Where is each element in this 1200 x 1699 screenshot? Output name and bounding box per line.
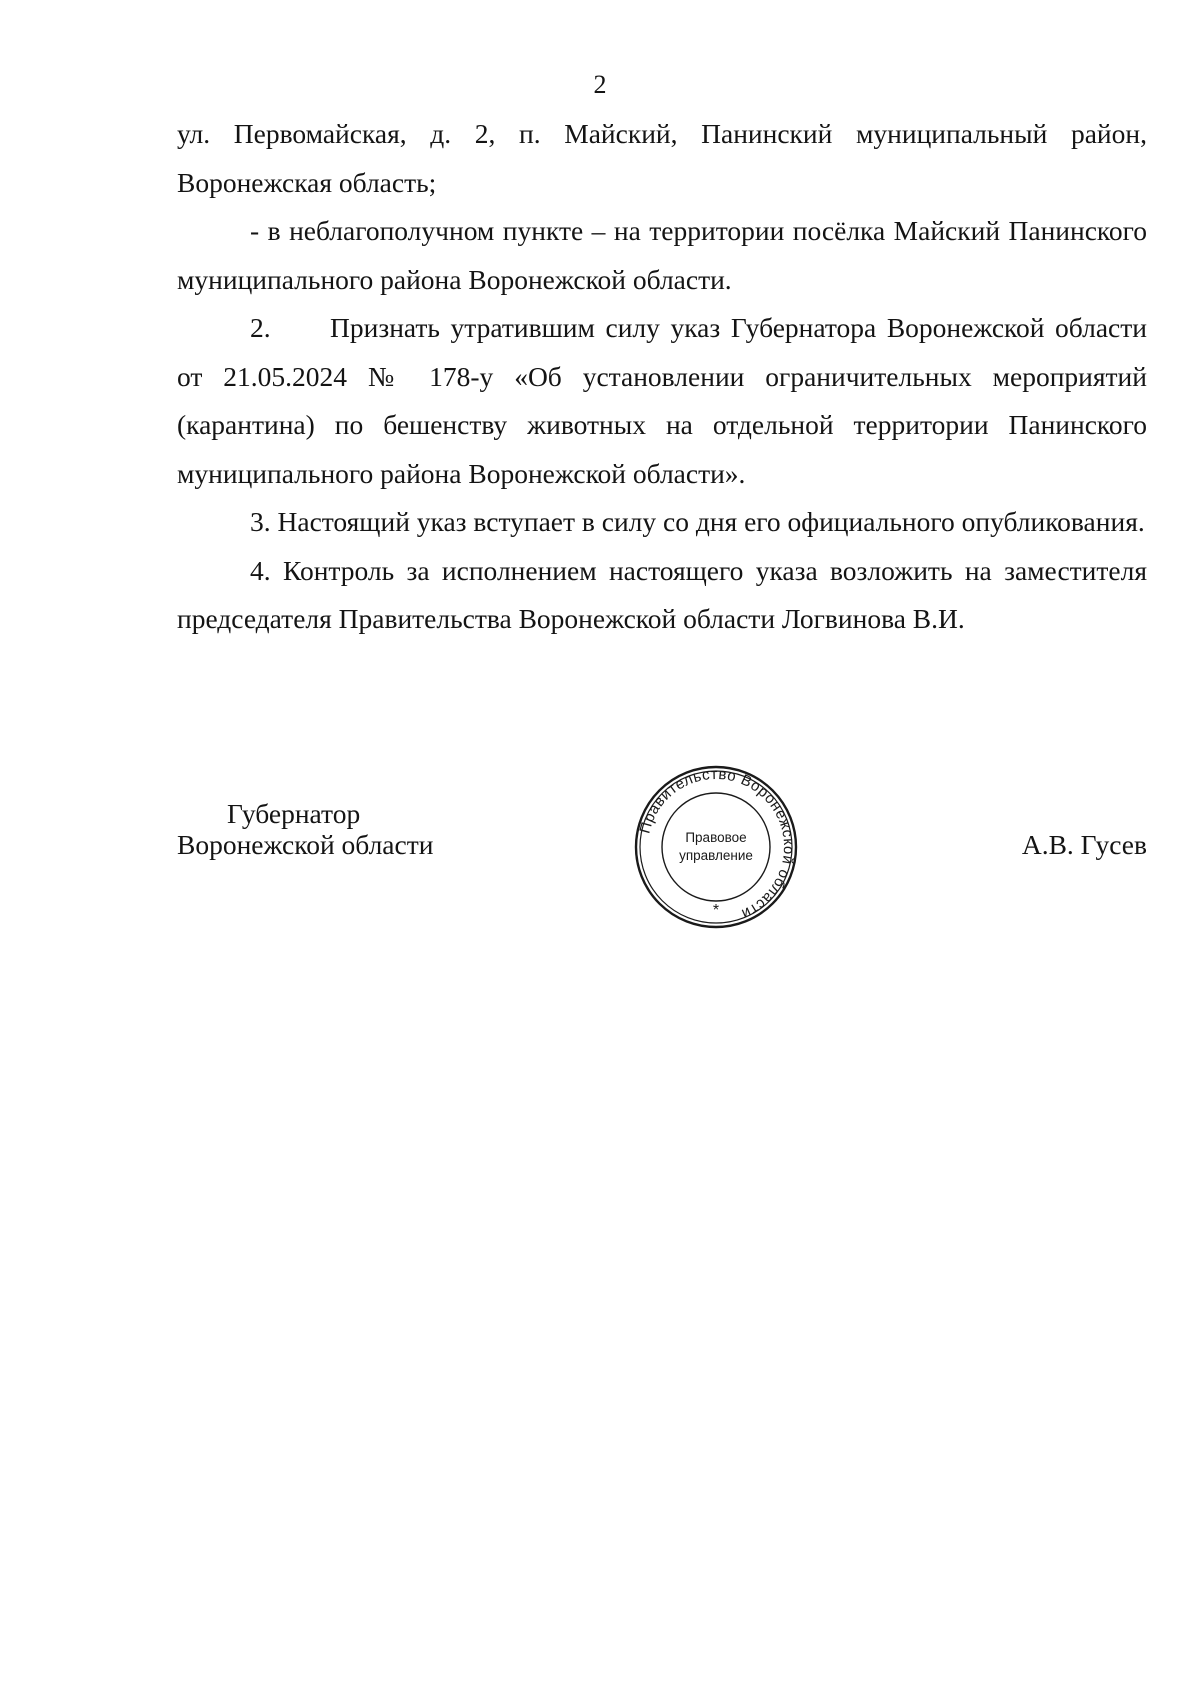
- signatory-title-line1: Губернатор: [227, 798, 361, 829]
- signatory-title: [177, 798, 433, 860]
- paragraph-address: ул. Первомайская, д. 2, п. Майский, Панинский муниципальный район, Воронежская область;: [177, 118, 1147, 198]
- page-number: 2: [593, 70, 607, 99]
- stamp-center-line2: управление: [679, 848, 753, 863]
- stamp-star-icon: *: [712, 902, 720, 919]
- stamp-center-line1: Правовое: [685, 830, 747, 845]
- document-body: [177, 110, 1147, 644]
- stamp-inner-ring: [662, 793, 770, 901]
- paragraph-effective-date: 3. Настоящий указ вступает в силу со дня его официального опубликования.: [250, 506, 1145, 537]
- paragraph-control: 4. Контроль за исполнением настоящего указа возложить на заместителя председателя Правительства Воронежской области Логвинова В.И.: [177, 554, 1147, 634]
- paragraph-repeal: [177, 304, 1147, 498]
- paragraph-affected-area: - в неблагополучном пункте – на территории посёлка Майский Панинского муниципального района Воронежской области.: [177, 215, 1147, 295]
- paragraph-repeal-number: 2.: [250, 312, 271, 343]
- signatory-name: А.В. Гусев: [1021, 829, 1147, 860]
- signatory-title-line2: Воронежской области: [177, 829, 434, 860]
- paragraph-repeal-text: Признать утратившим силу указ Губернатора Воронежской области от 21.05.2024 № 178-у «Об установлении ограничительных мероприятий (карантина) по бешенству животных на отдельной территории Панинского муниципального района Воронежской области».: [177, 312, 1147, 489]
- stamp-ring-textpath: Правительство Воронежской области: [636, 765, 798, 923]
- official-stamp: [632, 763, 800, 931]
